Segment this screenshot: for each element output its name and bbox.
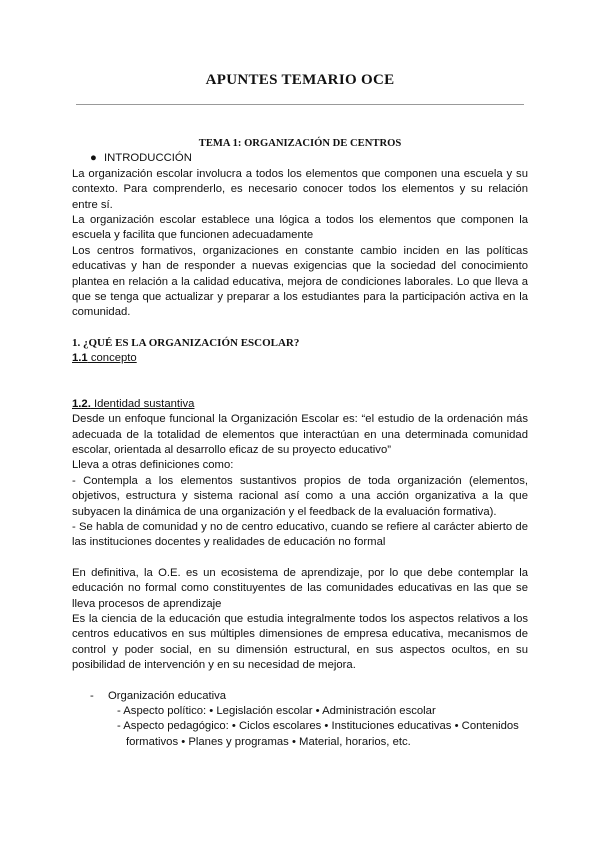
intro-paragraph-1: La organización escolar involucra a todos los elementos que componen una escuela y su contexto. Para comprenderlo, es necesario conocer todos los elementos y su relación entre sí.: [72, 167, 528, 211]
intro-paragraph-3: Los centros formativos, organizaciones en constante cambio inciden en las políticas educativas y han de responder a nuevas exigencias que la sociedad del conocimiento plantea en relación a la calidad educativa, mejora de condiciones laborales. Lo que lleva a que se tenga que actualizar y preparar a los estudiantes para la participación activa en la comunidad.: [72, 244, 528, 319]
subsection-1-1: [72, 351, 528, 366]
subsection-1-1-label: concepto: [87, 352, 137, 365]
identity-paragraph-1: Desde un enfoque funcional la Organización Escolar es: “el estudio de la ordenación más adecuada de la totalidad de elementos que interactúan en una determinada comunidad escolar, orientada al desarrollo eficaz de su proyecto educativo”: [72, 413, 528, 456]
subsection-1-2-label: Identidad sustantiva: [90, 397, 195, 410]
identity-paragraph-5: En definitiva, la O.E. es un ecosistema de aprendizaje, por lo que debe contemplar la educación no formal como constituyentes de las comunidades educativas en las que se lleva procesos de aprendizaje: [72, 566, 528, 610]
intro-bullet-label: INTRODUCCIÓN: [104, 152, 192, 165]
intro-bullet: [72, 151, 528, 166]
identity-paragraph-4: - Se habla de comunidad y no de centro educativo, cuando se refiere al carácter abierto de las instituciones docentes y realidades de educación no formal: [72, 520, 528, 549]
identity-paragraph-6: Es la ciencia de la educación que estudia integralmente todos los aspectos relativos a los centros educativos en sus múltiples dimensiones de empresa educativa, mecanismos de control y poder social, en su dimensión estructural, en sus aspectos ocultos, en su posibilidad de intervención y en su necesidad de mejora.: [72, 612, 528, 672]
dash-marker: -: [90, 689, 94, 702]
list-subitem-pedagogical: - Aspecto pedagógico: • Ciclos escolares • Instituciones educativas • Contenidos formativos • Planes y programas • Material, horarios, etc.: [117, 720, 519, 748]
subsection-1-2-number: 1.2.: [72, 397, 91, 410]
list-subitem-political: - Aspecto político: • Legislación escolar • Administración escolar: [117, 705, 436, 717]
document-body: [72, 136, 528, 750]
section-1-heading: 1. ¿QUÉ ES LA ORGANIZACIÓN ESCOLAR?: [72, 336, 300, 349]
list-item: [90, 689, 528, 704]
topic-heading: TEMA 1: ORGANIZACIÓN DE CENTROS: [198, 138, 402, 149]
intro-paragraph-2: La organización escolar establece una lógica a todos los elementos que componen la escuela y facilita que funcionen adecuadamente: [72, 214, 528, 242]
title-divider: [76, 104, 524, 105]
subsection-1-2: [72, 397, 528, 412]
bullet-dot-icon: ●: [90, 152, 97, 165]
organization-list: [72, 689, 528, 751]
identity-paragraph-2: Lleva a otras definiciones como:: [72, 459, 234, 472]
document-title: APUNTES TEMARIO OCE: [205, 72, 395, 88]
identity-paragraph-3: - Contempla a los elementos sustantivos propios de toda organización (elementos, objetivos, estructura y sistema racional así como a una acción organizativa a la que subyacen la dinámica de una organización y el feedback de la evaluación formativa).: [72, 474, 528, 518]
subsection-1-1-number: 1.1: [72, 352, 88, 365]
list-item-label: Organización educativa: [108, 689, 227, 702]
